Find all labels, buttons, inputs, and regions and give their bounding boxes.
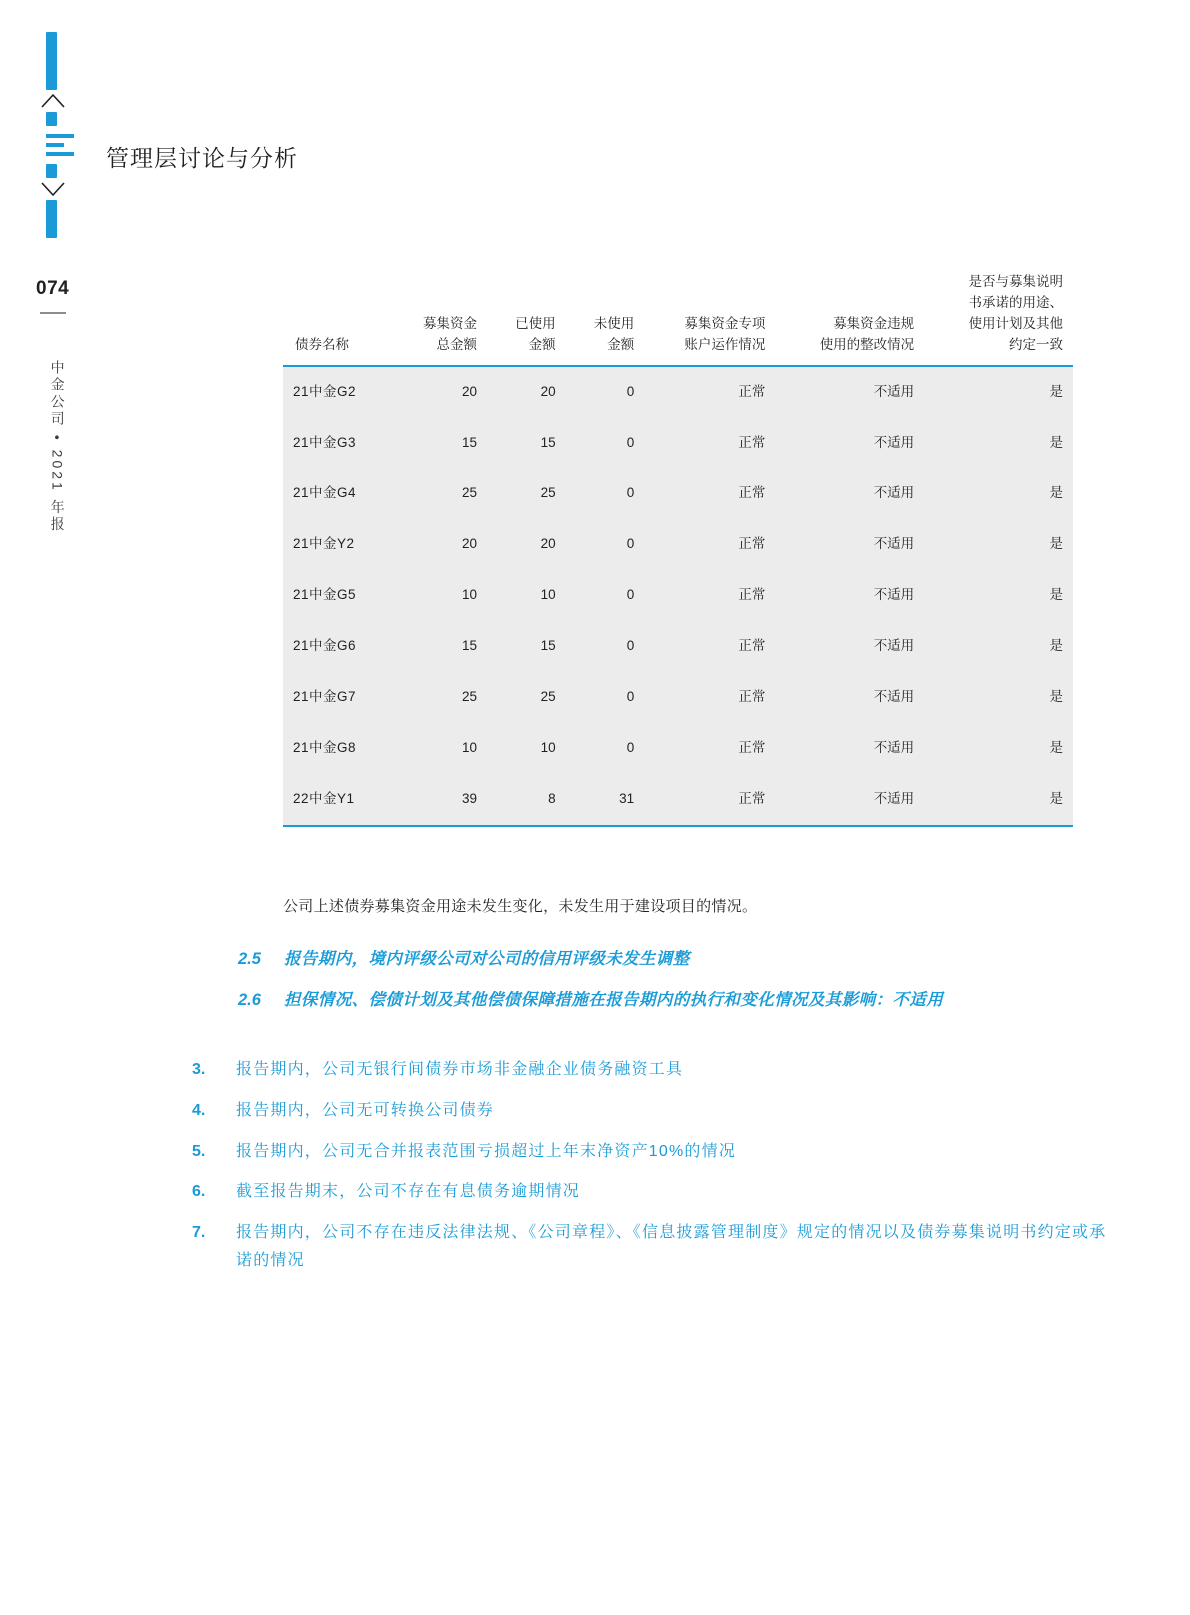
cell-used: 20 [487, 366, 566, 418]
cell-rectify: 不适用 [775, 468, 924, 519]
cell-consistent: 是 [924, 621, 1073, 672]
cell-consistent: 是 [924, 774, 1073, 826]
section-text: 报告期内，公司无可转换公司债券 [236, 1102, 495, 1119]
section-4 [192, 1097, 1122, 1125]
col-header-total-amount: 募集资金 总金额 [391, 272, 487, 366]
cell-rectify: 不适用 [775, 366, 924, 418]
cell-consistent: 是 [924, 570, 1073, 621]
cell-account: 正常 [644, 774, 775, 826]
section-text: 报告期内，公司无合并报表范围亏损超过上年末净资产10%的情况 [236, 1143, 737, 1160]
cell-account: 正常 [644, 672, 775, 723]
section-number: 2.5 [238, 950, 261, 968]
cell-rectify: 不适用 [775, 723, 924, 774]
cell-used: 25 [487, 468, 566, 519]
cell-bond-name: 21中金G7 [283, 672, 391, 723]
section-number: 5. [192, 1143, 206, 1160]
cell-total: 25 [391, 672, 487, 723]
cell-total: 15 [391, 621, 487, 672]
col-header-account-status: 募集资金专项 账户运作情况 [644, 272, 775, 366]
cell-unused: 0 [566, 468, 645, 519]
cell-rectify: 不适用 [775, 672, 924, 723]
table-row [283, 519, 1073, 570]
menu-lines-icon [46, 134, 84, 156]
cell-consistent: 是 [924, 468, 1073, 519]
section-5 [192, 1138, 1122, 1166]
section-number: 3. [192, 1061, 206, 1078]
cell-bond-name: 21中金G6 [283, 621, 391, 672]
table-note: 公司上述债券募集资金用途未发生变化，未发生用于建设项目的情况。 [283, 898, 758, 915]
section-number: 7. [192, 1224, 206, 1241]
cell-unused: 0 [566, 672, 645, 723]
cell-used: 15 [487, 418, 566, 469]
table-body [283, 366, 1073, 826]
cell-used: 8 [487, 774, 566, 826]
section-2-6 [238, 986, 1118, 1015]
table-row [283, 366, 1073, 418]
cell-total: 10 [391, 570, 487, 621]
col-header-rectification: 募集资金违规 使用的整改情况 [775, 272, 924, 366]
rail-bar-second [46, 112, 57, 126]
section-text: 报告期内，境内评级公司对公司的信用评级未发生调整 [284, 950, 690, 968]
col-header-consistency: 是否与募集说明 书承诺的用途、 使用计划及其他 约定一致 [924, 272, 1073, 366]
cell-account: 正常 [644, 570, 775, 621]
cell-bond-name: 21中金G5 [283, 570, 391, 621]
cell-consistent: 是 [924, 519, 1073, 570]
col-header-unused-amount: 未使用 金额 [566, 272, 645, 366]
table-row [283, 774, 1073, 826]
table-header-row [283, 272, 1073, 366]
cell-unused: 31 [566, 774, 645, 826]
page-title: 管理层讨论与分析 [106, 145, 298, 171]
section-number: 6. [192, 1183, 206, 1200]
cell-unused: 0 [566, 519, 645, 570]
table-row [283, 468, 1073, 519]
cell-bond-name: 21中金G8 [283, 723, 391, 774]
cell-account: 正常 [644, 468, 775, 519]
cell-total: 20 [391, 519, 487, 570]
cell-unused: 0 [566, 366, 645, 418]
cell-bond-name: 21中金Y2 [283, 519, 391, 570]
cell-rectify: 不适用 [775, 519, 924, 570]
cell-bond-name: 21中金G4 [283, 468, 391, 519]
table-row [283, 621, 1073, 672]
cell-consistent: 是 [924, 723, 1073, 774]
section-number: 4. [192, 1102, 206, 1119]
cell-rectify: 不适用 [775, 570, 924, 621]
section-text: 担保情况、偿债计划及其他偿债保障措施在报告期内的执行和变化情况及其影响：不适用 [284, 991, 944, 1009]
cell-used: 15 [487, 621, 566, 672]
cell-total: 15 [391, 418, 487, 469]
cell-account: 正常 [644, 519, 775, 570]
decorative-rail [44, 32, 84, 238]
cell-used: 25 [487, 672, 566, 723]
cell-total: 10 [391, 723, 487, 774]
chevron-up-icon [40, 90, 66, 112]
cell-total: 39 [391, 774, 487, 826]
col-header-used-amount: 已使用 金额 [487, 272, 566, 366]
cell-bond-name: 22中金Y1 [283, 774, 391, 826]
cell-rectify: 不适用 [775, 774, 924, 826]
section-3 [192, 1056, 1122, 1084]
rail-bar-top [46, 32, 57, 90]
side-caption: 中金公司 • 2021 年报 [49, 360, 66, 534]
cell-used: 20 [487, 519, 566, 570]
rail-bar-third [46, 164, 57, 178]
rail-bar-bottom [46, 200, 57, 238]
cell-consistent: 是 [924, 418, 1073, 469]
cell-unused: 0 [566, 723, 645, 774]
table-row [283, 723, 1073, 774]
cell-used: 10 [487, 723, 566, 774]
cell-consistent: 是 [924, 366, 1073, 418]
cell-account: 正常 [644, 418, 775, 469]
section-7 [192, 1219, 1122, 1275]
cell-unused: 0 [566, 418, 645, 469]
cell-total: 20 [391, 366, 487, 418]
section-2-5 [238, 945, 1118, 974]
cell-bond-name: 21中金G2 [283, 366, 391, 418]
table-row [283, 418, 1073, 469]
cell-unused: 0 [566, 570, 645, 621]
page-number-divider [40, 312, 66, 314]
chevron-down-icon [40, 178, 66, 200]
cell-unused: 0 [566, 621, 645, 672]
section-text: 报告期内，公司不存在违反法律法规、《公司章程》、《信息披露管理制度》规定的情况以及债券募集说明书约定或承诺的情况 [236, 1224, 1107, 1269]
cell-rectify: 不适用 [775, 418, 924, 469]
cell-consistent: 是 [924, 672, 1073, 723]
section-6 [192, 1178, 1122, 1206]
cell-rectify: 不适用 [775, 621, 924, 672]
section-number: 2.6 [238, 991, 261, 1009]
section-text: 截至报告期末，公司不存在有息债务逾期情况 [236, 1183, 581, 1200]
page-number: 074 [36, 278, 70, 299]
section-text: 报告期内，公司无银行间债券市场非金融企业债务融资工具 [236, 1061, 684, 1078]
cell-account: 正常 [644, 621, 775, 672]
cell-account: 正常 [644, 723, 775, 774]
cell-account: 正常 [644, 366, 775, 418]
table-row [283, 570, 1073, 621]
col-header-bond-name: 债券名称 [283, 272, 391, 366]
table-row [283, 672, 1073, 723]
cell-total: 25 [391, 468, 487, 519]
cell-bond-name: 21中金G3 [283, 418, 391, 469]
cell-used: 10 [487, 570, 566, 621]
bond-fund-usage-table [283, 272, 1073, 827]
